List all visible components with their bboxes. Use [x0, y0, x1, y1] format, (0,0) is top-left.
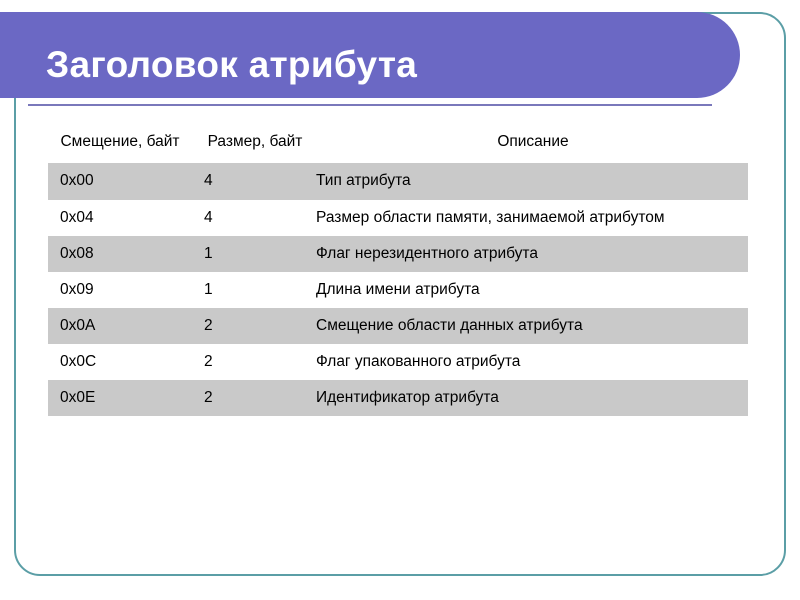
cell-offset: 0x04 — [48, 200, 192, 236]
cell-size: 1 — [192, 272, 318, 308]
cell-size: 4 — [192, 200, 318, 236]
cell-description: Флаг упакованного атрибута — [318, 344, 748, 380]
column-header-description: Описание — [318, 122, 748, 163]
cell-description: Идентификатор атрибута — [318, 380, 748, 416]
cell-offset: 0x0A — [48, 308, 192, 344]
column-header-offset: Смещение, байт — [48, 122, 192, 163]
column-header-size: Размер, байт — [192, 122, 318, 163]
cell-description: Размер области памяти, занимаемой атрибутом — [318, 200, 748, 236]
cell-description: Тип атрибута — [318, 163, 748, 199]
cell-size: 2 — [192, 380, 318, 416]
table-row — [48, 200, 748, 236]
table-row — [48, 236, 748, 272]
title-banner — [0, 12, 740, 98]
cell-offset: 0x0C — [48, 344, 192, 380]
cell-description: Флаг нерезидентного атрибута — [318, 236, 748, 272]
cell-description: Смещение области данных атрибута — [318, 308, 748, 344]
table-row — [48, 163, 748, 199]
table-row — [48, 272, 748, 308]
title-divider — [28, 104, 712, 106]
table-row — [48, 308, 748, 344]
cell-description: Длина имени атрибута — [318, 272, 748, 308]
cell-offset: 0x08 — [48, 236, 192, 272]
cell-size: 2 — [192, 308, 318, 344]
cell-offset: 0x09 — [48, 272, 192, 308]
page-title: Заголовок атрибута — [46, 44, 418, 85]
table-row — [48, 344, 748, 380]
cell-size: 1 — [192, 236, 318, 272]
cell-offset: 0x0E — [48, 380, 192, 416]
table-row — [48, 380, 748, 416]
table-header-row — [48, 122, 748, 163]
cell-size: 4 — [192, 163, 318, 199]
attribute-header-table — [48, 122, 748, 416]
cell-size: 2 — [192, 344, 318, 380]
cell-offset: 0x00 — [48, 163, 192, 199]
